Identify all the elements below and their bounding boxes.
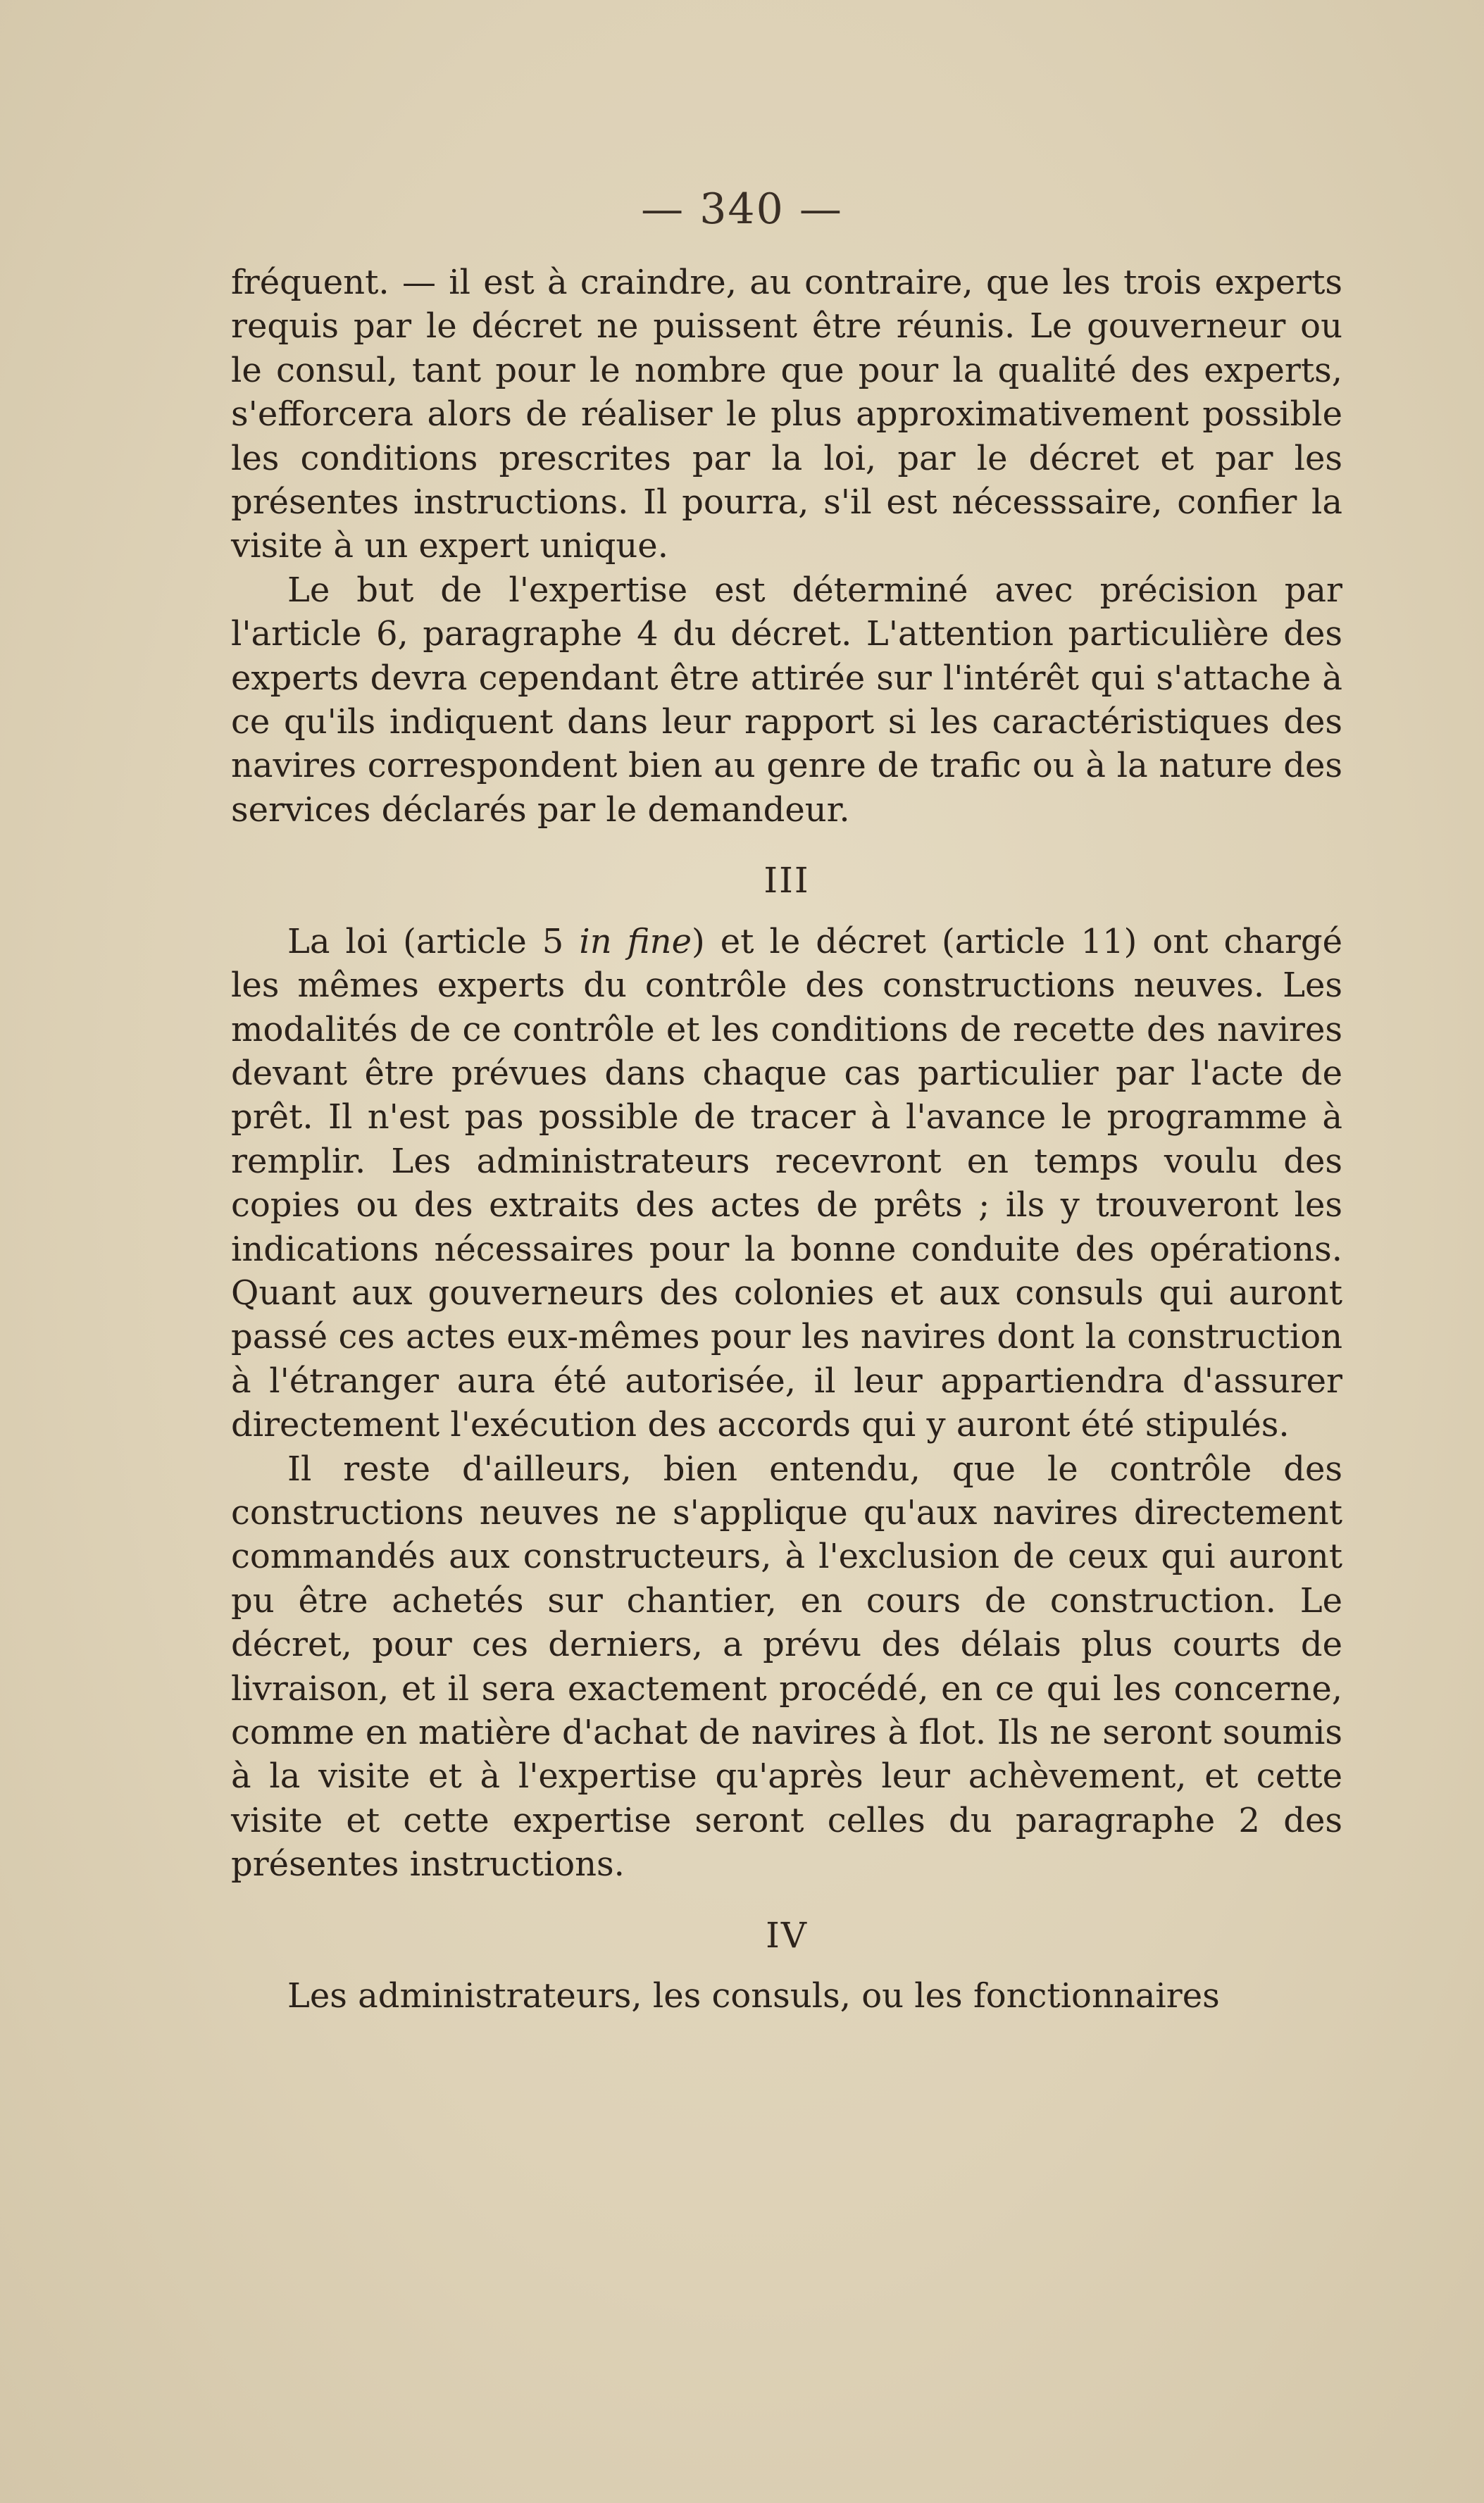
paragraph-controle-rest: ) et le décret (article 11) ont chargé les mêmes experts du contrôle des constructions neuves. Les modalités de ce contrôle et les conditions de recette des navires devant être prévues dans chaque cas particulier par l'acte de prêt. Il n'est pas possible de tracer à l'avance le programme à remplir. Les administrateurs recevront en temps voulu des copies ou des extraits des actes de prêts ; ils y trouveront les indications nécessaires pour la bonne conduite des opérations. Quant aux gouverneurs des colonies et aux consuls qui auront passé ces actes eux-mêmes pour les navires dont la construction à l'étranger aura été autorisée, il leur appartiendra d'assurer directement l'exécution des accords qui y auront été stipulés. (231, 921, 1343, 1445)
paragraph-controle-italic: in fine (579, 921, 692, 961)
paragraph-administrateurs: Les administrateurs, les consuls, ou les fonctionnaires (287, 1976, 1220, 2016)
section-heading-iii: III (763, 860, 810, 901)
paragraph-controle (231, 920, 1342, 1447)
page-number: — 340 — (641, 185, 843, 234)
paragraph-continuation: fréquent. — il est à craindre, au contraire, que les trois experts requis par le décret ne puissent être réunis. Le gouverneur ou le consul, tant pour le nombre que pour la qualité des experts, s'efforcera alors de réaliser le plus approximativement possible les conditions prescrites par la loi, par le décret et par les présentes instructions. Il pourra, s'il est nécesssaire, confier la visite à un expert unique. (231, 263, 1342, 566)
paragraph-constructions: Il reste d'ailleurs, bien entendu, que le contrôle des constructions neuves ne s'applique qu'aux navires directement commandés aux constructeurs, à l'exclusion de ceux qui auront pu être achetés sur chantier, en cours de construction. Le décret, pour ces derniers, a prévu des délais plus courts de livraison, et il sera exactement procédé, en ce qui les concerne, comme en matière d'achat de navires à flot. Ils ne seront soumis à la visite et à l'expertise qu'après leur achèvement, et cette visite et cette expertise seront celles du paragraphe 2 des présentes instructions. (231, 1449, 1342, 1885)
paragraph-controle-start: La loi (article 5 (287, 921, 580, 961)
section-heading-iv: IV (766, 1914, 808, 1956)
paragraph-expertise: Le but de l'expertise est déterminé avec précision par l'article 6, paragraphe 4 du décret. L'attention particulière des experts devra cependant être attirée sur l'intérêt qui s'attache à ce qu'ils indiquent dans leur rapport si les caractéristiques des navires correspondent bien au genre de trafic ou à la nature des services déclarés par le demandeur. (231, 570, 1342, 830)
body-text (231, 261, 1342, 2018)
